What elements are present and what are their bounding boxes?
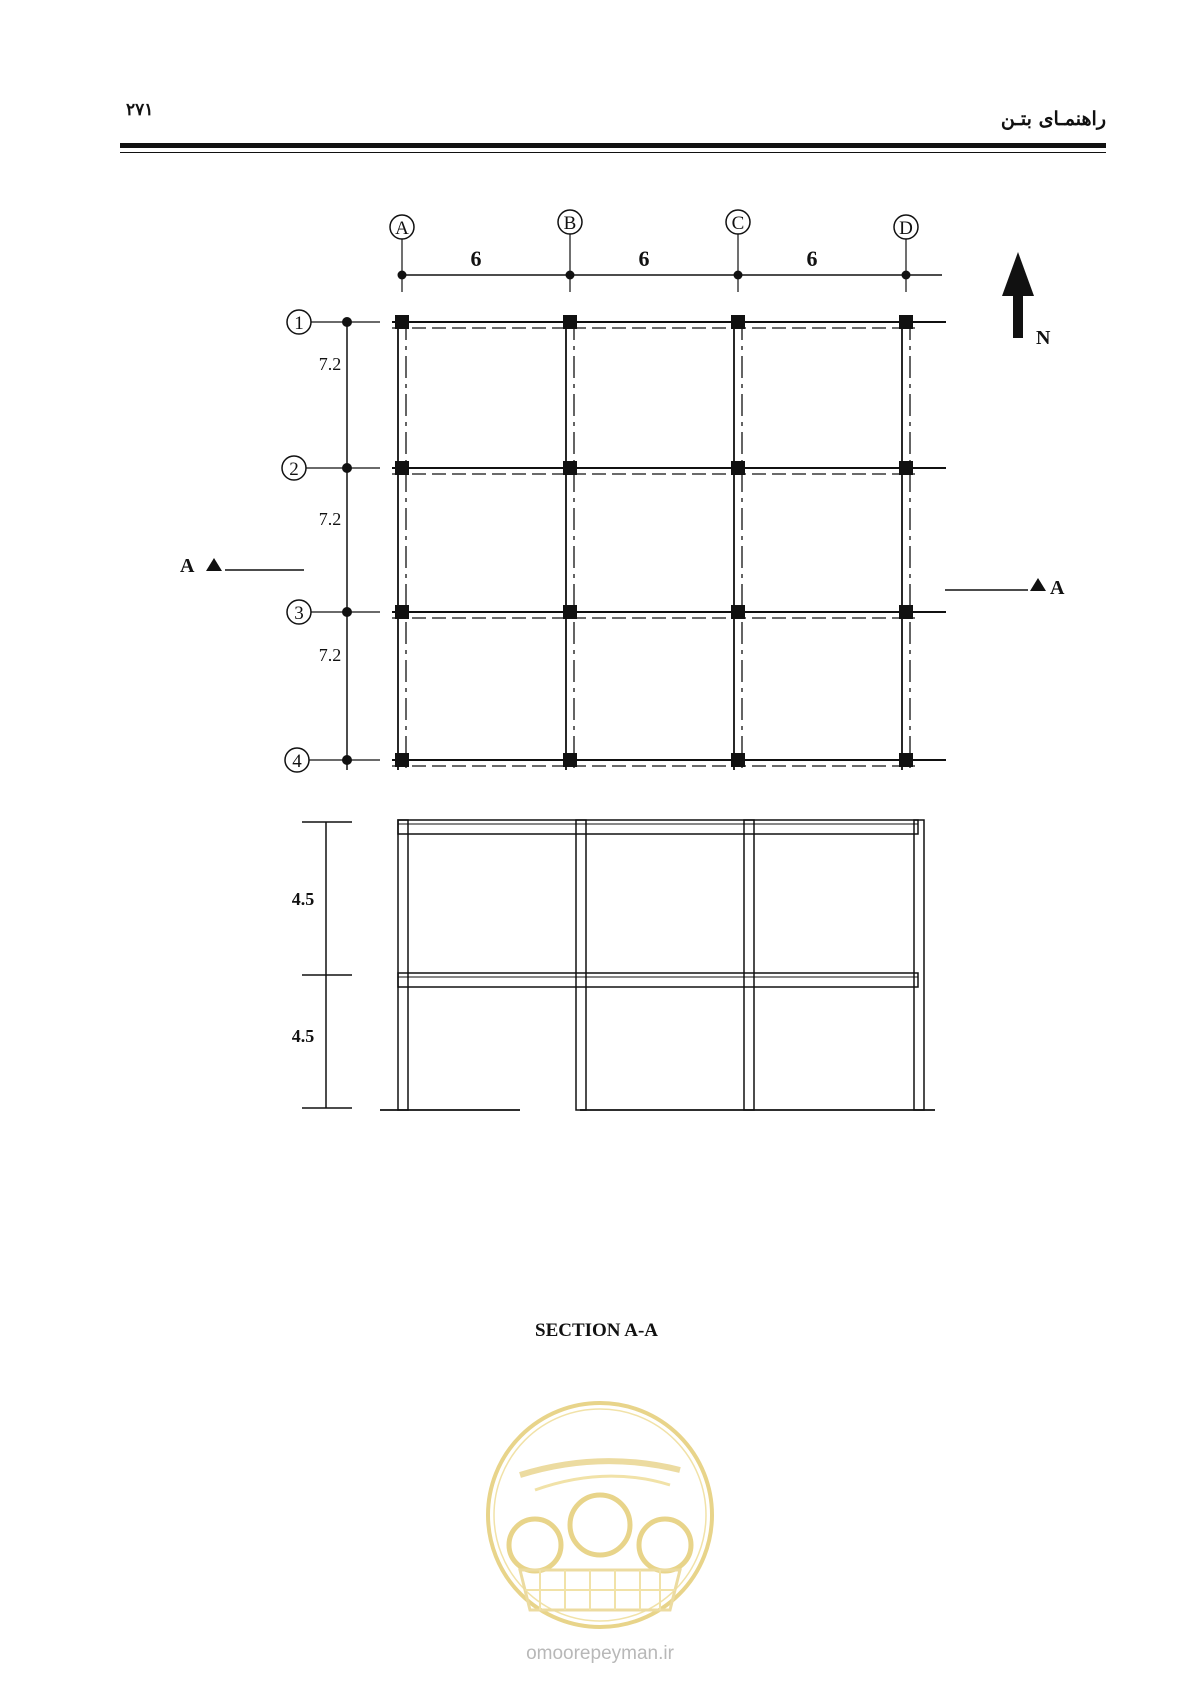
- column-square: [731, 753, 745, 767]
- column-square: [395, 605, 409, 619]
- column-square: [899, 605, 913, 619]
- watermark: [480, 1395, 720, 1685]
- section-elevation: [292, 820, 935, 1110]
- story-height-label: 4.5: [291, 889, 315, 909]
- column-square: [731, 315, 745, 329]
- section-marker-left-label: A: [180, 555, 195, 577]
- watermark-logo: [480, 1395, 720, 1635]
- grid-label-1: 1: [294, 313, 304, 334]
- row-spacing-label: 7.2: [318, 354, 342, 374]
- elevation-column-B: [576, 820, 586, 1110]
- column-square: [563, 753, 577, 767]
- floor-plan: [180, 210, 1065, 772]
- elevation-column-C: [744, 820, 754, 1110]
- grid-label-2: 2: [289, 459, 299, 480]
- row-spacing-label: 7.2: [318, 509, 342, 529]
- section-marker-right-arrow: [1030, 578, 1046, 591]
- column-spacing-label: 6: [806, 246, 818, 271]
- north-arrow-head: [1002, 252, 1034, 296]
- story-height-label: 4.5: [291, 1026, 315, 1046]
- column-square: [395, 315, 409, 329]
- grid-label-C: C: [731, 213, 745, 234]
- section-marker-left-arrow: [206, 558, 222, 571]
- north-label: N: [1036, 327, 1051, 349]
- north-arrow-shaft: [1013, 294, 1023, 338]
- section-title: SECTION A-A: [535, 1320, 658, 1341]
- page-number: ۲۷۱: [126, 100, 154, 120]
- floor-beam-2: [398, 973, 918, 987]
- watermark-text: omoorepeyman.ir: [526, 1643, 674, 1664]
- column-square: [395, 461, 409, 475]
- column-square: [563, 315, 577, 329]
- column-square: [563, 605, 577, 619]
- column-square: [395, 753, 409, 767]
- grid-label-4: 4: [292, 751, 302, 772]
- column-square: [563, 461, 577, 475]
- column-spacing-label: 6: [638, 246, 650, 271]
- column-square: [731, 461, 745, 475]
- row-spacing-label: 7.2: [318, 645, 342, 665]
- floor-beam-1: [398, 820, 918, 834]
- section-marker-right-label: A: [1050, 577, 1065, 599]
- grid-label-D: D: [899, 218, 913, 239]
- column-spacing-label: 6: [470, 246, 482, 271]
- column-square: [899, 753, 913, 767]
- column-square: [899, 461, 913, 475]
- grid-label-3: 3: [294, 603, 304, 624]
- elevation-column-A: [398, 820, 408, 1110]
- grid-label-B: B: [563, 213, 577, 234]
- book-title: راهنمـای بتـن: [1000, 108, 1106, 130]
- column-square: [899, 315, 913, 329]
- grid-label-A: A: [395, 218, 409, 239]
- elevation-column-D: [914, 820, 924, 1110]
- column-square: [731, 605, 745, 619]
